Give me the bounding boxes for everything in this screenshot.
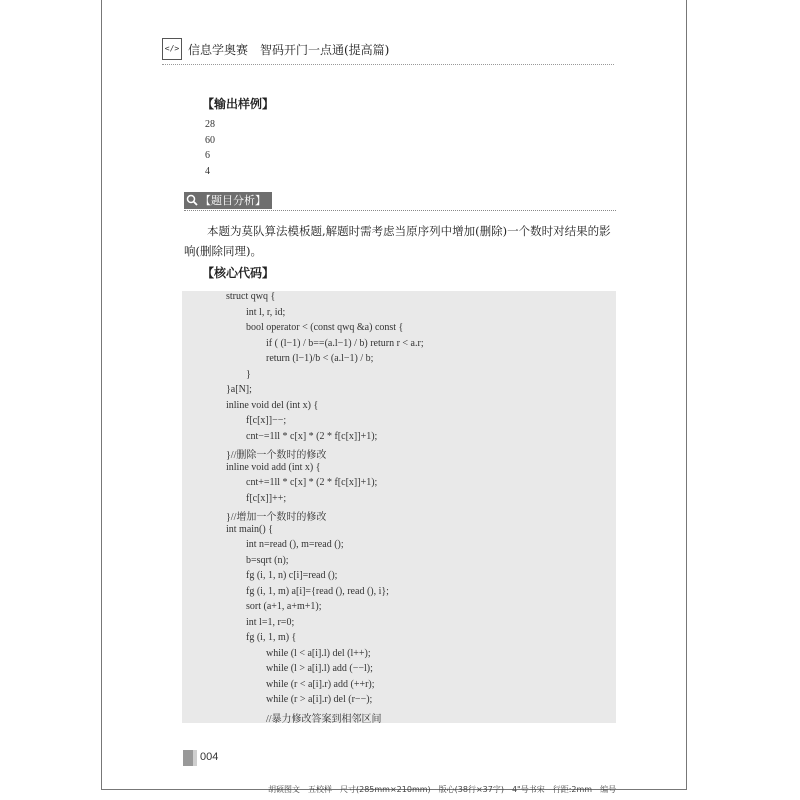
code-line: sort (a+1, a+m+1); <box>246 601 322 612</box>
code-line: inline void del (int x) { <box>226 399 319 411</box>
code-line: fg (i, 1, n) c[i]=read (); <box>246 570 338 581</box>
print-info: 胡硕图文 五校样 尺寸(285mm×210mm) 版心(38行×37字) 4"号书宋 行距:2mm 编号 <box>268 785 617 794</box>
analysis-heading: 【题目分析】 <box>200 194 266 207</box>
code-line: fg (i, 1, m) a[i]={read (), read (), i}; <box>246 585 389 597</box>
sample-line: 6 <box>205 150 210 161</box>
code-line: while (l < a[i].l) del (l++); <box>266 647 371 659</box>
code-line: fg (i, 1, m) { <box>246 632 297 643</box>
analysis-paragraph: 本题为莫队算法模板题,解题时需考虑当原序列中增加(删除)一个数时对结果的影响(删除同理)。 <box>184 224 611 258</box>
sample-line: 4 <box>205 165 210 177</box>
output-sample-heading: 【输出样例】 <box>202 97 275 111</box>
analysis-tag <box>184 192 272 209</box>
code-line: b=sqrt (n); <box>246 554 289 566</box>
running-header <box>162 38 614 65</box>
code-line: f[c[x]]++; <box>246 492 287 504</box>
code-line: }a[N]; <box>226 384 252 395</box>
code-line: //暴力修改答案到相邻区间 <box>266 713 382 725</box>
sample-line: 28 <box>205 119 215 130</box>
code-line: cnt+=1ll * c[x] * (2 * f[c[x]]+1); <box>246 477 378 488</box>
code-line: while (r > a[i].r) del (r−−); <box>266 694 373 705</box>
code-line: int l=1, r=0; <box>246 616 295 628</box>
code-line: }//删除一个数时的修改 <box>226 450 327 461</box>
book-title: 信息学奥赛 智码开门一点通(提高篇) <box>188 43 390 57</box>
output-sample-lines <box>205 117 215 179</box>
core-code-heading: 【核心代码】 <box>202 266 275 280</box>
code-line: int l, r, id; <box>246 306 286 318</box>
code-line: int main() { <box>226 523 274 535</box>
magnifier-icon <box>184 192 200 209</box>
code-line: inline void add (int x) { <box>226 461 321 473</box>
page-number-marker-light <box>193 750 197 766</box>
code-icon: </> <box>162 38 182 60</box>
page-number-marker <box>183 750 193 766</box>
code-line: bool operator < (const qwq &a) const { <box>246 322 404 333</box>
code-line: return (l−1)/b < (a.l−1) / b; <box>266 353 374 364</box>
code-line: struct qwq { <box>226 291 276 302</box>
analysis-banner <box>184 192 616 211</box>
code-line: f[c[x]]−−; <box>246 415 287 426</box>
code-block <box>182 291 616 723</box>
code-line: } <box>246 368 251 380</box>
code-line: while (l > a[i].l) add (−−l); <box>266 663 373 674</box>
code-line: if ( (l−1) / b==(a.l−1) / b) return r < a.r; <box>266 337 424 349</box>
sample-line: 60 <box>205 134 215 146</box>
code-line: cnt−=1ll * c[x] * (2 * f[c[x]]+1); <box>246 430 378 442</box>
code-line: }//增加一个数时的修改 <box>226 512 327 523</box>
code-line: int n=read (), m=read (); <box>246 539 344 550</box>
page-number: 004 <box>200 751 219 763</box>
code-line: while (r < a[i].r) add (++r); <box>266 678 375 690</box>
